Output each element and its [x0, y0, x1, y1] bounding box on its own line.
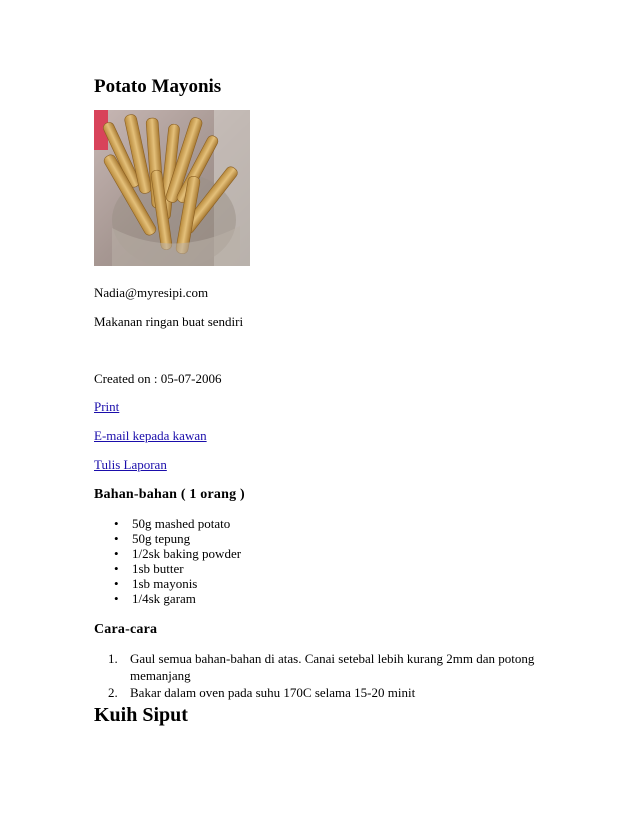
- method-heading: Cara-cara: [94, 622, 158, 637]
- step-number: 2.: [108, 685, 118, 700]
- list-item: • 1sb mayonis: [114, 576, 241, 591]
- method-steps: [108, 650, 538, 701]
- recipe-title: Potato Mayonis: [94, 76, 222, 97]
- recipe-photo: [94, 110, 250, 266]
- list-item: [108, 684, 538, 701]
- step-number: 1.: [108, 651, 118, 666]
- print-link[interactable]: Print: [94, 399, 120, 414]
- step-text: Bakar dalam oven pada suhu 170C selama 15-20 minit: [130, 685, 416, 700]
- list-item: • 50g tepung: [114, 531, 241, 546]
- list-item: • 50g mashed potato: [114, 516, 241, 531]
- email-friend-link[interactable]: E-mail kepada kawan: [94, 428, 207, 443]
- step-text: Gaul semua bahan-bahan di atas. Canai setebal lebih kurang 2mm dan potong memanjang: [130, 651, 535, 683]
- next-recipe-title: Kuih Siput: [94, 704, 188, 726]
- list-item: • 1/2sk baking powder: [114, 546, 241, 561]
- created-date: Created on : 05-07-2006: [94, 371, 222, 386]
- author-email: Nadia@myresipi.com: [94, 285, 209, 300]
- list-item: • 1sb butter: [114, 561, 241, 576]
- list-item: [108, 650, 538, 684]
- ingredients-list: [114, 516, 241, 606]
- list-item: • 1/4sk garam: [114, 591, 241, 606]
- write-report-link[interactable]: Tulis Laporan: [94, 457, 167, 472]
- ingredients-heading: Bahan-bahan ( 1 orang ): [94, 487, 245, 502]
- recipe-category: Makanan ringan buat sendiri: [94, 314, 244, 329]
